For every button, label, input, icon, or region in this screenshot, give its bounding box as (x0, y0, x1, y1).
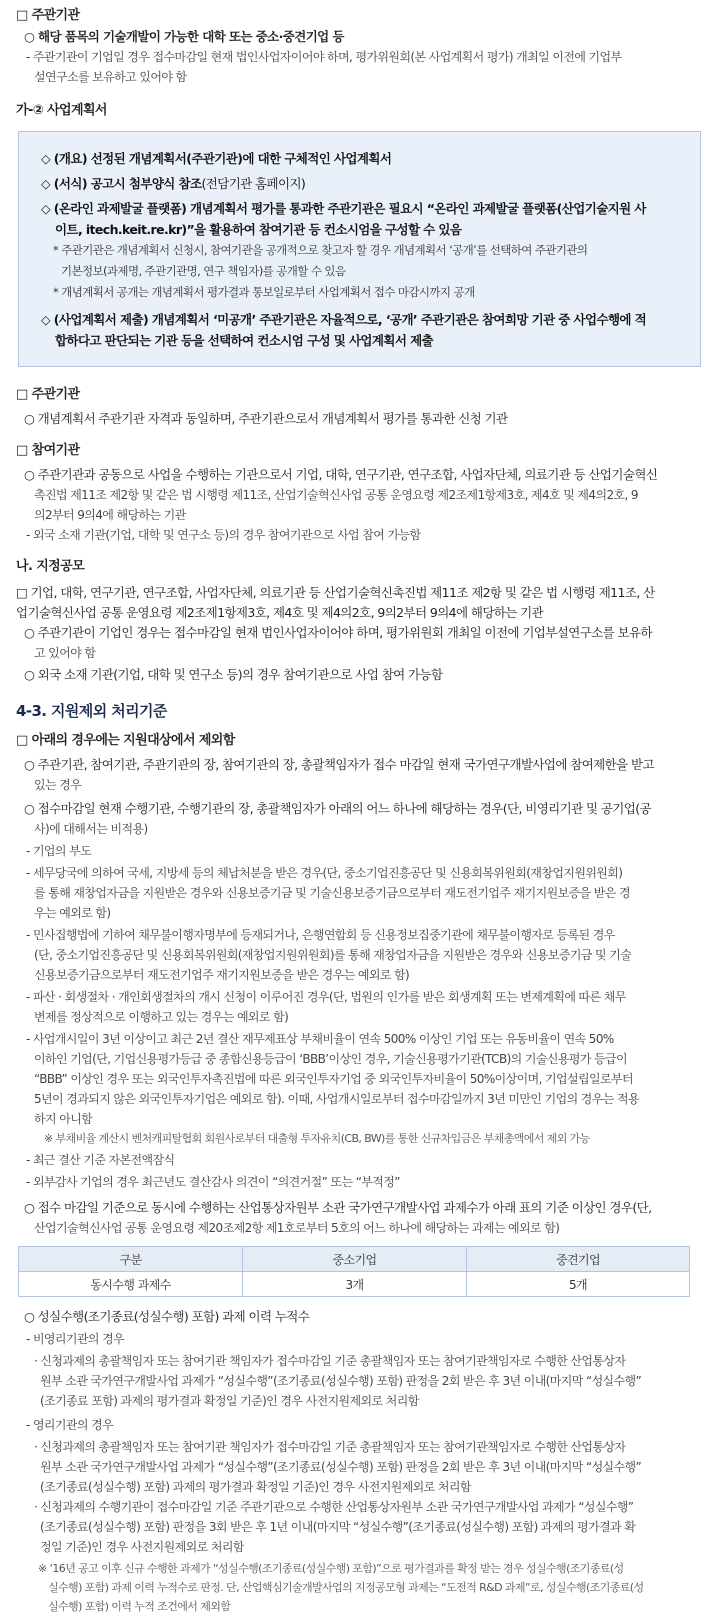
section-heading: □ 주관기관 (16, 8, 80, 23)
section-lead-org (16, 0, 701, 87)
middot-line-cont: (조기종료(성실수행) 포함) 과제의 평가결과 확정일 기준)인 경우 사전지원제외로 처리함 (40, 1480, 471, 1494)
section-title: 4-3. 지원제외 처리기준 (16, 702, 167, 720)
bullet-circle-cont: 촉진법 제11조 제2항 및 같은 법 시행령 제11조, 산업기술혁신사업 공통 운영요령 제2조제1항제3호, 제4호 및 제4의2호, 9 (34, 488, 638, 502)
box-item-submission: ◇ (사업계획서 제출) 개념계획서 ‘미공개’ 주관기관은 자율적으로, ‘공개’ 주관기관은 참여희망 기관 중 사업수행에 적 합하다고 판단되는 기관 등을 선택하여 컨소시엄 구성 및 사업계획서 제출 (41, 312, 647, 348)
bullet-circle: ○ 외국 소재 기관(기업, 대학 및 연구소 등)의 경우 참여기관으로 사업 참여 가능함 (24, 667, 443, 682)
table-header-row (19, 1247, 690, 1272)
dash-line-cont: 설연구소를 보유하고 있어야 함 (34, 70, 187, 84)
table-row (19, 1272, 690, 1297)
middot-line: · 신청과제의 총괄책임자 또는 참여기관 책임자가 접수마감일 기준 총괄책임자 또는 참여기관책임자로 수행한 산업통상자 (34, 1440, 626, 1454)
box-note-cont: 기본정보(과제명, 주관기관명, 연구 책임자)를 공개할 수 있음 (61, 264, 346, 278)
bullet-circle: ○ 접수마감일 현재 수행기관, 수행기관의 장, 총괄책임자가 아래의 어느 하나에 해당하는 경우(단, 비영리기관 및 공기업(공 (24, 801, 652, 816)
dash-line-cont: 이하인 기업(단, 기업신용평가등급 중 종합신용등급이 ‘BBB’이상인 경우, 기술신용평가기관(TCB)의 기술신용평가 등급이 (34, 1052, 628, 1066)
dash-line: - 파산 · 회생절차 · 개인회생절차의 개시 신청이 이루어진 경우(단, 법원의 인가를 받은 회생계획 또는 변제계획에 따른 채무 (26, 990, 626, 1004)
dash-line: - 기업의 부도 (26, 844, 92, 858)
section-designated (16, 557, 701, 685)
section-heading: □ 주관기관 (16, 387, 80, 402)
footnote: ※ ‘16년 공고 이후 신규 수행한 과제가 “성실수행(조기종료(성실수행) 포함)”으로 평가결과를 확정 받는 경우 성실수행(조기종료(성 (38, 1562, 624, 1575)
subsection-title: 가-② 사업계획서 (16, 103, 107, 118)
bullet-circle-cont: 산업기술혁신사업 공통 운영요령 제20조제2항 제1호로부터 5호의 어느 하나에 해당하는 과제는 예외로 함) (34, 1221, 560, 1235)
dash-line-cont: 우는 예외로 함) (34, 906, 111, 920)
middot-line-cont: (조기종료 포함) 과제의 평가결과 확정일 기준)인 경우 사전지원제외로 처리함 (40, 1394, 419, 1408)
dash-line: - 사업개시일이 3년 이상이고 최근 2년 결산 재무제표상 부채비율이 연속 500% 이상인 기업 또는 유동비율이 연속 50% (26, 1032, 614, 1046)
dash-line: - 민사집행법에 기하여 채무불이행자명부에 등재되거나, 은행연합회 등 신용정보집중기관에 채무불이행자로 등록된 경우 (26, 928, 615, 942)
middot-line-cont: 원부 소관 국가연구개발사업 과제가 “성실수행”(조기종료(성실수행) 포함) 판정을 2회 받은 후 3년 이내(마지막 “성실수행” (40, 1460, 642, 1474)
bullet-circle: ○ 주관기관과 공동으로 사업을 수행하는 기관으로서 기업, 대학, 연구기관, 연구조합, 사업자단체, 의료기관 등 산업기술혁신 (24, 467, 658, 482)
dash-line: - 외국 소재 기관(기업, 대학 및 연구소 등)의 경우 참여기관으로 사업 참여 가능함 (26, 528, 421, 542)
dash-line-cont: 5년이 경과되지 않은 외국인투자기업은 예외로 함). 이때, 사업개시일로부터 접수마감일까지 3년 미만인 기업의 경우는 적용 (34, 1092, 639, 1106)
middot-line-cont: 정일 기준)인 경우 사전지원제외로 처리함 (40, 1540, 244, 1554)
box-item-platform: ◇ (온라인 과제발굴 플랫폼) 개념계획서 평가를 통과한 주관기관은 필요시 “온라인 과제발굴 플랫폼(산업기술지원 사 이트, itech.keit.re.kr)”을 활용하여 참여기관 등 컨소시엄을 구성할 수 있음 (41, 201, 646, 237)
dash-line-cont: “BBB” 이상인 경우 또는 외국인투자촉진법에 따른 외국인투자기업 중 외국인투자비율이 50%이상이며, 기업설립일로부터 (34, 1072, 633, 1086)
dash-line: - 외부감사 기업의 경우 최근년도 결산감사 의견이 “의견거절” 또는 “부적정” (26, 1175, 400, 1189)
box-item-form: ◇ (서식) 공고시 첨부양식 참조(전담기관 홈페이지) (41, 176, 306, 191)
section-heading: □ 아래의 경우에는 지원대상에서 제외함 (16, 733, 235, 748)
footnote: ※ 부채비율 계산시 벤처캐피탈협회 회원사로부터 대출형 투자유치(CB, BW)를 통한 신규차입금은 부채총액에서 제외 가능 (44, 1132, 590, 1145)
bullet-circle: ○ 개념계획서 주관기관 자격과 동일하며, 주관기관으로서 개념계획서 평가를 통과한 신청 기관 (24, 411, 508, 426)
bullet-circle: ○ 해당 품목의 기술개발이 가능한 대학 또는 중소·중견기업 등 (24, 29, 344, 44)
table-header-cell: 중소기업 (243, 1247, 467, 1272)
dash-line: - 최근 결산 기준 자본전액잠식 (26, 1153, 175, 1167)
table-cell: 동시수행 과제수 (19, 1272, 243, 1297)
table-header-cell: 중견기업 (467, 1247, 690, 1272)
table-cell: 3개 (243, 1272, 467, 1297)
middot-line-cont: (조기종료(성실수행) 포함) 판정을 3회 받은 후 1년 이내(마지막 “성실수행”(조기종료(성실수행) 포함) 과제의 평가결과 확 (40, 1520, 636, 1534)
table-header-cell: 구분 (19, 1247, 243, 1272)
dash-line-cont: (단, 중소기업진흥공단 및 신용회복위원회(재창업지원위원회)를 통해 재창업자금을 지원받은 경우와 신용보증기금 및 기술 (34, 948, 632, 962)
middot-line-cont: 원부 소관 국가연구개발사업 과제가 “성실수행”(조기종료(성실수행) 포함) 판정을 2회 받은 후 3년 이내(마지막 “성실수행” (40, 1374, 642, 1388)
bullet-square: □ 기업, 대학, 연구기관, 연구조합, 사업자단체, 의료기관 등 산업기술혁신촉진법 제11조 제2항 및 같은 법 시행령 제11조, 산 (16, 585, 655, 600)
section-participating-org (16, 441, 701, 545)
footnote-cont: 실수행) 포함) 이력 누적 조건에서 제외함 (48, 1600, 231, 1613)
bullet-circle-cont: 있는 경우 (34, 778, 82, 792)
dash-line: - 세무당국에 의하여 국세, 지방세 등의 체납처분을 받은 경우(단, 중소기업진흥공단 및 신용회복위원회(재창업지원위원회) (26, 866, 623, 880)
dash-line-cont: 를 통해 재창업자금을 지원받은 경우와 신용보증기금 및 기술신용보증기금으로부터 재도전기업주 재기지원보증을 받은 경 (34, 886, 630, 900)
middot-line: · 신청과제의 수행기관이 접수마감일 기준 주관기관으로 수행한 산업통상자원부 소관 국가연구개발사업 과제가 “성실수행” (34, 1500, 634, 1514)
concurrent-project-table (18, 1246, 690, 1297)
dash-line: - 주관기관이 기업일 경우 접수마감일 현재 법인사업자이어야 하며, 평가위원회(본 사업계획서 평가) 개최일 이전에 기업부 (26, 50, 622, 64)
dash-line-cont: 하지 아니함 (34, 1112, 93, 1126)
footnote-cont: 실수행) 포함) 과제 이력 누적수로 판정. 단, 산업핵심기술개발사업의 지정공모형 과제는 “도전적 R&D 과제”로, 성실수행(조기종료(성 (48, 1581, 644, 1594)
box-note: * 주관기관은 개념계획서 신청시, 참여기관을 공개적으로 찾고자 할 경우 개념계획서 ‘공개’를 선택하여 주관기관의 (53, 243, 588, 257)
box-item-overview: ◇ (개요) 선정된 개념계획서(주관기관)에 대한 구체적인 사업계획서 (41, 151, 392, 166)
dash-line-cont: 신용보증기금으로부터 재도전기업주 재기지원보증을 받은 경우는 예외로 함) (34, 968, 410, 982)
section-lead-org-2 (16, 385, 701, 429)
dash-line: - 영리기관의 경우 (26, 1418, 114, 1432)
bullet-circle-cont: 고 있어야 함 (34, 646, 96, 660)
bullet-circle: ○ 주관기관이 기업인 경우는 접수마감일 현재 법인사업자이어야 하며, 평가위원회 개최일 이전에 기업부설연구소를 보유하 (24, 625, 652, 640)
bullet-circle: ○ 접수 마감일 기준으로 동시에 수행하는 산업통상자원부 소관 국가연구개발사업 과제수가 아래 표의 기준 이상인 경우(단, (24, 1200, 652, 1215)
bullet-square-cont: 업기술혁신사업 공통 운영요령 제2조제1항제3호, 제4호 및 제4의2호, 9의2부터 9의4에 해당하는 기관 (16, 605, 544, 620)
table-cell: 5개 (467, 1272, 690, 1297)
bullet-circle-cont: 사)에 대해서는 비적용) (34, 822, 148, 836)
info-box (18, 131, 701, 367)
section-heading: □ 참여기관 (16, 443, 80, 458)
box-note: * 개념계획서 공개는 개념계획서 평가결과 통보일로부터 사업계획서 접수 마감시까지 공개 (53, 285, 475, 299)
dash-line: - 비영리기관의 경우 (26, 1332, 125, 1346)
dash-line-cont: 변제를 정상적으로 이행하고 있는 경우는 예외로 함) (34, 1010, 289, 1024)
subsection-title: 나. 지정공모 (16, 559, 85, 574)
middot-line: · 신청과제의 총괄책임자 또는 참여기관 책임자가 접수마감일 기준 총괄책임자 또는 참여기관책임자로 수행한 산업통상자 (34, 1354, 626, 1368)
bullet-circle-cont: 의2부터 9의4에 해당하는 기관 (34, 508, 186, 522)
bullet-circle: ○ 주관기관, 참여기관, 주관기관의 장, 참여기관의 장, 총괄책임자가 접수 마감일 현재 국가연구개발사업에 참여제한을 받고 (24, 757, 654, 772)
bullet-circle: ○ 성실수행(조기종료(성실수행) 포함) 과제 이력 누적수 (24, 1309, 310, 1324)
